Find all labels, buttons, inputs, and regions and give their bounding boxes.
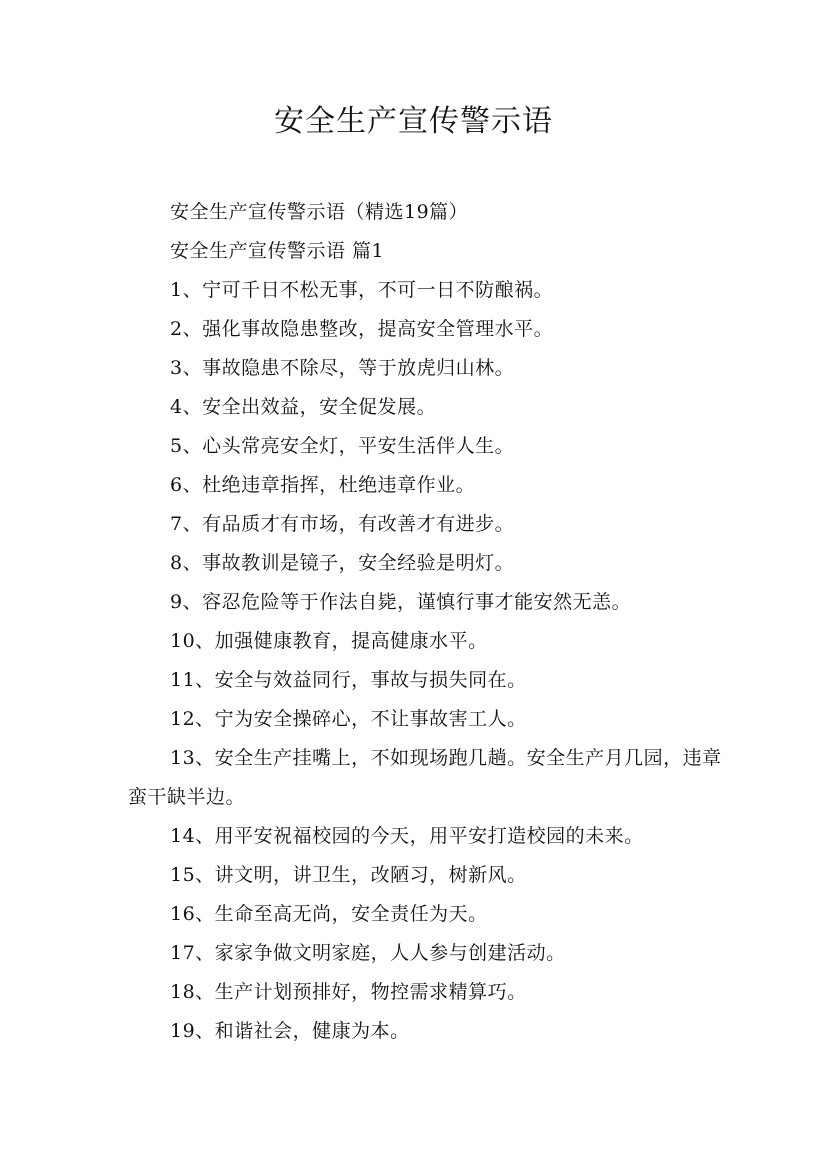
slogan-item: 11、安全与效益同行，事故与损失同在。 — [170, 669, 527, 691]
slogan-item: 1、宁可千日不松无事，不可一日不防酿祸。 — [170, 279, 554, 301]
paragraph-subtitle: 安全生产宣传警示语（精选19篇） — [170, 201, 469, 223]
slogan-item: 18、生产计划预排好，物控需求精算巧。 — [170, 981, 527, 1003]
slogan-item: 4、安全出效益，安全促发展。 — [170, 396, 437, 418]
slogan-item: 13、安全生产挂嘴上，不如现场跑几趟。安全生产月几园，违章蛮干缺半边。 — [128, 747, 722, 808]
slogan-item: 6、杜绝违章指挥，杜绝违章作业。 — [170, 474, 476, 496]
slogan-item: 16、生命至高无尚，安全责任为天。 — [170, 903, 488, 925]
slogan-item: 17、家家争做文明家庭，人人参与创建活动。 — [170, 942, 566, 964]
slogan-item: 3、事故隐患不除尽，等于放虎归山林。 — [170, 357, 515, 379]
document-body — [128, 193, 728, 1051]
slogan-item: 14、用平安祝福校园的今天，用平安打造校园的未来。 — [170, 825, 644, 847]
slogan-item: 5、心头常亮安全灯，平安生活伴人生。 — [170, 435, 515, 457]
paragraph-section-heading: 安全生产宣传警示语 篇1 — [170, 240, 385, 262]
slogan-item: 12、宁为安全操碎心，不让事故害工人。 — [170, 708, 527, 730]
page-title: 安全生产宣传警示语 — [274, 104, 553, 139]
slogan-item: 2、强化事故隐患整改，提高安全管理水平。 — [170, 318, 554, 340]
slogan-item: 9、容忍危险等于作法自毙，谨慎行事才能安然无恙。 — [170, 591, 632, 613]
slogan-item: 19、和谐社会，健康为本。 — [170, 1020, 410, 1042]
slogan-item: 8、事故教训是镜子，安全经验是明灯。 — [170, 552, 515, 574]
slogan-item: 15、讲文明，讲卫生，改陋习，树新风。 — [170, 864, 527, 886]
slogan-item: 7、有品质才有市场，有改善才有进步。 — [170, 513, 515, 535]
slogan-item: 10、加强健康教育，提高健康水平。 — [170, 630, 488, 652]
